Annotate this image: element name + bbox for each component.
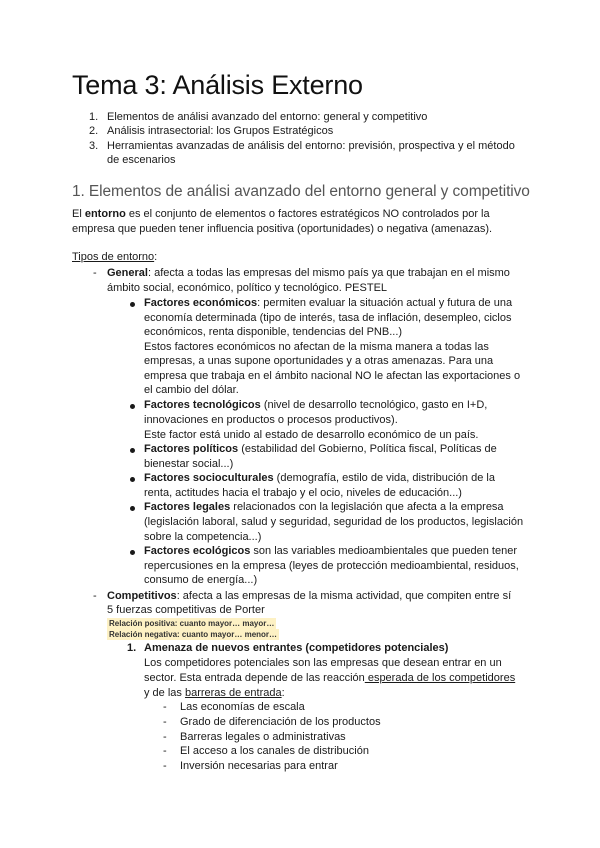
factor-line: innovaciones en productos o procesos productivos). [144,414,398,426]
bullet-dot [130,477,135,482]
amenaza-title: Amenaza de nuevos entrantes (competidores potenciales) [144,642,449,654]
barrera-item: Inversión necesarias para entrar [180,760,338,772]
toc-item: 2. Análisis intrasectorial: los Grupos Estratégicos [89,125,334,137]
amenaza-line: sector. Esta entrada depende de las reacción esperada de los competidores [144,672,516,684]
bullet-dot [130,550,135,555]
section-heading: 1. Elementos de análisi avanzado del entorno general y competitivo [72,183,530,200]
general-line: ámbito social, económico, político y tecnológico. PESTEL [107,282,388,294]
factor-socioculturales: Factores socioculturales (demografía, estilo de vida, distribución de la [144,472,495,484]
factor-line: sobre la competencia...) [144,531,262,543]
factor-line: Estos factores económicos no afectan de la misma manera a todas las [144,341,489,353]
page-title: Tema 3: Análisis Externo [72,70,363,100]
barrera-item: Barreras legales o administrativas [180,731,346,743]
factor-tecnologicos: Factores tecnológicos (nivel de desarrollo tecnológico, gasto en I+D, [144,399,488,411]
factor-politicos: Factores políticos (estabilidad del Gobierno, Política fiscal, Políticas de [144,443,497,455]
barrera-item: Las economías de escala [180,701,305,713]
amenaza-line: y de las barreras de entrada: [144,687,285,699]
factor-line: repercusiones en la empresa (leyes de protección medioambiental, residuos, [144,560,519,572]
entorno-term: entorno [84,208,126,220]
competitivo-line: 5 fuerzas competitivas de Porter [107,604,265,616]
amenaza-line: Los competidores potenciales son las empresas que desean entrar en un [144,657,502,669]
factor-line: empresas, a unas supone oportunidades y a otras amenazas. Para una [144,355,494,367]
intro-line: empresa que pueden tener influencia positiva (oportunidades) o negativa (amenazas). [72,223,493,235]
dash-bullet: - [93,267,97,279]
bullet-dot [130,506,135,511]
factor-line: renta, actitudes hacia el trabajo y el ocio, niveles de educación...) [144,487,462,499]
competitivo-item: Competitivos: afecta a las empresas de la misma actividad, que compiten entre sí [107,590,512,602]
highlight-note: Relación positiva: cuanto mayor… mayor… [109,619,275,628]
bullet-dot [130,302,135,307]
factor-economicos: Factores económicos: permiten evaluar la situación actual y futura de una [144,297,513,309]
toc-item: 3. Herramientas avanzadas de análisis del entorno: previsión, prospectiva y el método [89,140,515,152]
dash-bullet: - [163,745,167,757]
factor-line: Este factor está unido al estado de desarrollo económico de un país. [144,429,479,441]
dash-bullet: - [163,731,167,743]
factor-line: el cambio del dólar. [144,384,239,396]
factor-line: (legislación laboral, salud y seguridad, seguridad de los productos, legislación [144,516,524,528]
dash-bullet: - [93,590,97,602]
factor-line: economía determinada (tipo de interés, tasa de inflación, desempleo, ciclos [144,312,512,324]
barrera-item: El acceso a los canales de distribución [180,745,369,757]
factor-legales: Factores legales relacionados con la legislación que afecta a la empresa [144,501,504,513]
dash-bullet: - [163,716,167,728]
factor-line: consumo de energía...) [144,574,258,586]
highlight-note: Relación negativa: cuanto mayor… menor… [109,630,278,639]
general-item: General: afecta a todas las empresas del mismo país ya que trabajan en el mismo [107,267,510,279]
factor-ecologicos: Factores ecológicos son las variables medioambientales que pueden tener [144,545,517,557]
bullet-dot [130,448,135,453]
barrera-item: Grado de diferenciación de los productos [180,716,381,728]
dash-bullet: - [163,701,167,713]
intro-line: El entorno es el conjunto de elementos o factores estratégicos NO controlados por la [72,208,490,220]
numbered-label: 1. [127,642,137,654]
tipos-heading: Tipos de entorno: [72,251,158,263]
bullet-dot [130,404,135,409]
factor-line: económicos, renta disponible, tendencias del PNB...) [144,326,403,338]
factor-line: bienestar social...) [144,458,234,470]
dash-bullet: - [163,760,167,772]
factor-line: empresa que trabaja en el ámbito nacional NO le afectan las exportaciones o [144,370,521,382]
toc-item: 1. Elementos de análisi avanzado del entorno: general y competitivo [89,111,428,123]
toc-item-continuation: de escenarios [107,154,176,166]
